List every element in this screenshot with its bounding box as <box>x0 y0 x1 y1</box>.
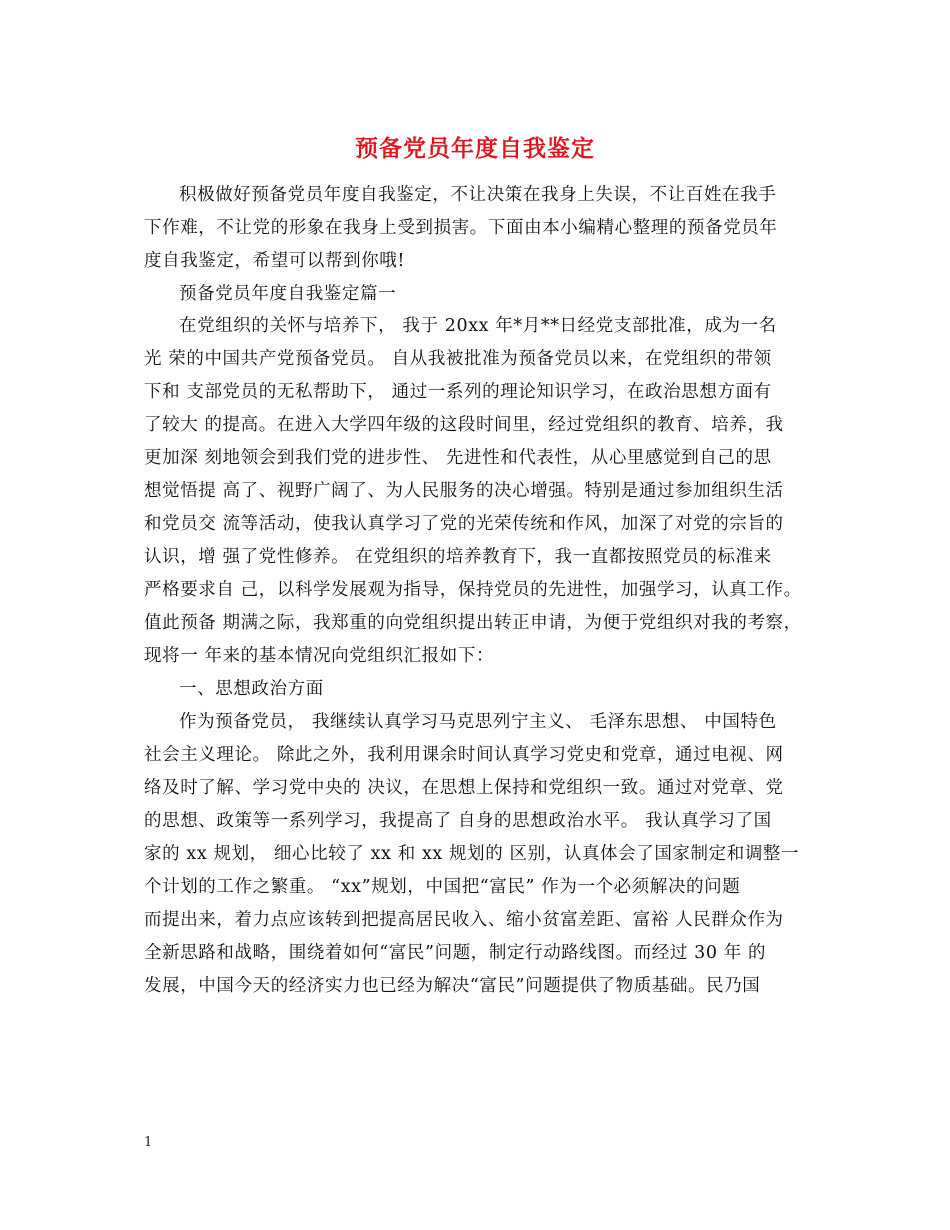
body-line-19: 络及时了解、学习党中央的 决议，在思想上保持和党组织一致。通过对党章、党 <box>144 778 784 798</box>
body-line-10: 想觉悟提 高了、视野广阔了、为人民服务的决心增强。特别是通过参加组织生活 <box>144 481 784 501</box>
body-line-11: 和党员交 流等活动，使我认真学习了党的光荣传统和作风，加深了对党的宗旨的 <box>144 514 784 534</box>
body-line-25: 发展，中国今天的经济实力也已经为解决“富民”问题提供了物质基础。民乃国 <box>144 976 761 996</box>
section-heading-2: 一、思想政治方面 <box>179 679 324 699</box>
body-line-3: 度自我鉴定，希望可以帮到你哦! <box>144 251 406 271</box>
body-line-17: 作为预备党员， 我继续认真学习马克思列宁主义、 毛泽东思想、 中国特色 <box>179 712 777 732</box>
body-line-15: 现将一 年来的基本情况向党组织汇报如下： <box>144 646 495 666</box>
body-line-6: 光 荣的中国共产党预备党员。 自从我被批准为预备党员以来，在党组织的带领 <box>144 349 772 369</box>
body-line-22: 个计划的工作之繁重。 “xx”规划，中国把“富民” 作为一个必须解决的问题 <box>144 877 741 897</box>
body-line-21: 家的 xx 规划， 细心比较了 xx 和 xx 规划的 区别，认真体会了国家制定和调整一 <box>144 844 800 864</box>
body-line-14: 值此预备 期满之际，我郑重的向党组织提出转正申请，为便于党组织对我的考察， <box>144 613 802 633</box>
body-line-7: 下和 支部党员的无私帮助下， 通过一系列的理论知识学习，在政治思想方面有 <box>144 382 772 402</box>
section-heading-1: 预备党员年度自我鉴定篇一 <box>179 284 397 304</box>
body-line-23: 而提出来，着力点应该转到把提高居民收入、缩小贫富差距、富裕 人民群众作为 <box>144 910 784 930</box>
body-line-20: 的思想、政策等一系列学习，我提高了 自身的思想政治水平。 我认真学习了国 <box>144 811 772 831</box>
body-line-1: 积极做好预备党员年度自我鉴定，不让决策在我身上失误，不让百姓在我手 <box>179 185 777 205</box>
body-line-9: 更加深 刻地领会到我们党的进步性、 先进性和代表性，从心里感觉到自己的思 <box>144 448 772 468</box>
body-line-18: 社会主义理论。 除此之外，我利用课余时间认真学习党史和党章，通过电视、网 <box>144 745 784 765</box>
body-line-24: 全新思路和战略，围绕着如何“富民”问题，制定行动路线图。而经过 30 年 的 <box>144 943 767 963</box>
body-line-12: 认识，增 强了党性修养。 在党组织的培养教育下，我一直都按照党员的标准来 <box>144 547 772 567</box>
body-line-5: 在党组织的关怀与培养下， 我于 20xx 年*月**日经党支部批准，成为一名 <box>179 316 777 336</box>
document-title: 预备党员年度自我鉴定 <box>355 135 595 162</box>
body-line-8: 了较大 的提高。在进入大学四年级的这段时间里，经过党组织的教育、培养，我 <box>144 415 784 435</box>
body-line-2: 下作难，不让党的形象在我身上受到损害。下面由本小编精心整理的预备党员年 <box>144 218 778 238</box>
body-line-13: 严格要求自 己，以科学发展观为指导，保持党员的先进性，加强学习，认真工作。 <box>144 580 802 600</box>
page-number: 1 <box>144 1135 153 1150</box>
